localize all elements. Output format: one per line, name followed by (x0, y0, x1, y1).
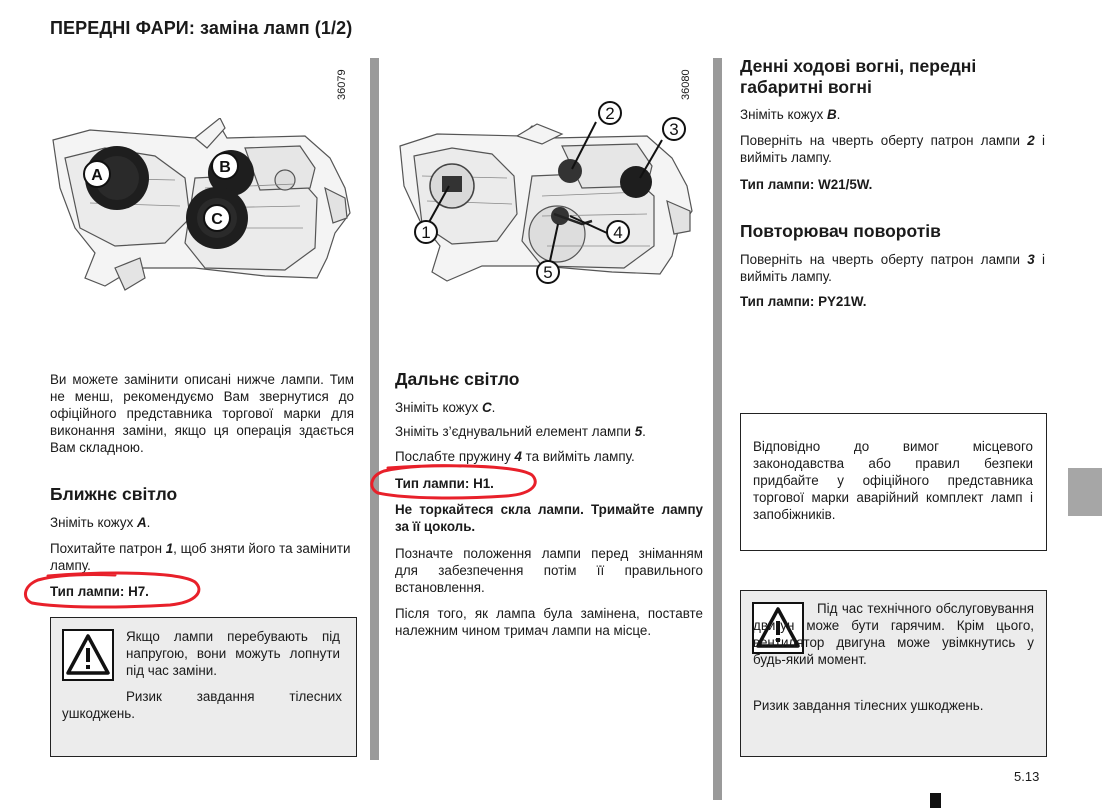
high-beam-step-2: Зніміть з’єднувальний елемент лампи 5. (395, 424, 646, 439)
low-beam-heading: Ближнє світло (50, 484, 178, 504)
chapter-side-tab (1068, 468, 1102, 516)
intro-paragraph: Ви можете замінити описані нижче лампи. Тим не менш, рекомендуємо Вам звернутися до офіційного представника торгової марки для виконання заміни, якщо ця операція здається Вам складною. (50, 372, 354, 455)
callout-a: A (91, 167, 103, 184)
drl-step-2: Поверніть на чверть оберту патрон лампи 2 і вийміть лампу. (740, 133, 1045, 165)
callout-5: 5 (543, 263, 553, 282)
callout-1: 1 (421, 223, 431, 242)
high-beam-caution: Не торкайтеся скла лампи. Тримайте лампу за її цоколь. (395, 502, 703, 534)
figure-number-36079: 36079 (336, 69, 348, 100)
engine-warning-risk: Ризик завдання тілесних ушкоджень. (753, 698, 984, 713)
turn-repeater-lamp-type: Тип лампи: PY21W. (740, 294, 867, 309)
low-beam-lamp-type: Тип лампи: H7. (50, 584, 149, 599)
drl-lamp-type: Тип лампи: W21/5W. (740, 177, 873, 192)
red-annotation-ellipse-h1 (366, 462, 541, 500)
column-divider-right (713, 58, 722, 800)
high-beam-para-1: Позначте положення лампи перед зніманням для забезпечення потім її правильного встановлення. (395, 546, 703, 595)
high-beam-para-2: Після того, як лампа була замінена, поставте належним чином тримач лампи на місце. (395, 606, 703, 638)
drl-step-1: Зніміть кожух B. (740, 107, 841, 122)
page-edge-marker (930, 793, 941, 808)
turn-repeater-heading: Повторювач поворотів (740, 221, 941, 241)
engine-warning-text: Під час технічного обслуговування двигун може бути гарячим. Крім цього, вентилятор двигуна може увімкнутись у будь-який момент. (753, 601, 1034, 667)
warning-box-bulbs (50, 617, 357, 757)
high-beam-step-1: Зніміть кожух C. (395, 400, 496, 415)
info-box-emergency-kit (740, 413, 1047, 551)
headlight-rear-illustration-b (392, 96, 702, 291)
callout-4: 4 (613, 223, 623, 242)
callout-2: 2 (605, 104, 615, 123)
high-beam-lamp-type: Тип лампи: H1. (395, 476, 494, 491)
low-beam-step-2: Похитайте патрон 1, щоб зняти його та замінити лампу. (50, 541, 351, 573)
high-beam-heading: Дальнє світло (395, 369, 520, 389)
callout-3: 3 (669, 120, 679, 139)
page-title: ПЕРЕДНІ ФАРИ: заміна ламп (1/2) (50, 18, 353, 38)
turn-repeater-step: Поверніть на чверть оберту патрон лампи 3 і вийміть лампу. (740, 252, 1045, 284)
warning-box-engine (740, 590, 1047, 757)
callout-b: B (219, 159, 231, 176)
info-box-text: Відповідно до вимог місцевого законодавства або правил безпеки придбайте у офіційного представника торгової марки аварійний комплект ламп і запобіжників. (753, 439, 1033, 522)
warning-text: Якщо лампи перебувають під напругою, вони можуть лопнути під час заміни. (126, 629, 340, 678)
page-number: 5.13 (1014, 769, 1040, 784)
column-divider-left (370, 58, 379, 760)
headlight-rear-illustration-a (45, 118, 365, 303)
low-beam-step-1: Зніміть кожух A. (50, 515, 151, 530)
warning-risk: Ризик завдання тілесних ушкоджень. (62, 689, 342, 721)
high-beam-step-3: Послабте пружину 4 та вийміть лампу. (395, 449, 635, 464)
drl-heading: Денні ходові вогні, передні габаритні вогні (740, 56, 977, 97)
warning-triangle-icon (62, 629, 114, 681)
figure-number-36080: 36080 (680, 69, 692, 100)
red-annotation-ellipse-h7 (20, 570, 205, 610)
callout-c: C (211, 211, 223, 228)
